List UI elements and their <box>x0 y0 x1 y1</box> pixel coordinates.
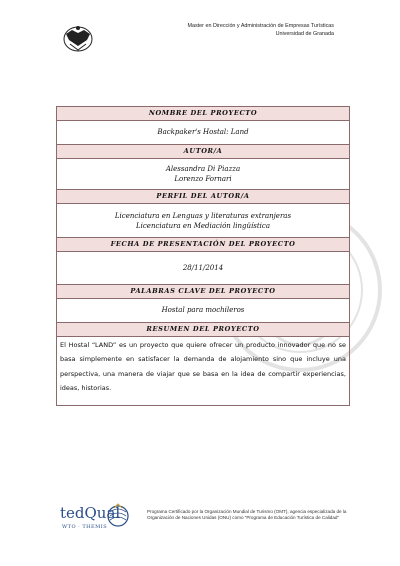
certification-note: Programa Certificado por la Organización Mundial de Turismo (OMT), agencia especializada de la Organización de Naciones Unidas (ONU) como “Programa de Educación Turística de Calidad” <box>147 509 347 521</box>
author-2: Lorenzo Fornari <box>174 175 232 183</box>
header-line-2: Universidad de Granada <box>275 31 334 37</box>
author-profile-label: PERFIL DEL AUTOR/A <box>57 189 349 203</box>
summary-text: El Hostal “LAND” es un proyecto que quiere ofrecer un producto innovador que no se basa simplemente en satisfacer la demanda de alojamiento sino que incluye una perspectiva, una manera de viajar que se basa en la idea de compartir experiencias, ideas, historias. <box>57 336 349 405</box>
profile-2: Licenciatura en Mediación lingüística <box>136 221 270 230</box>
tedqual-logo-subtitle: WTO · THEMIS <box>62 524 108 530</box>
keywords-label: PALABRAS CLAVE DEL PROYECTO <box>57 284 349 298</box>
keywords-value: Hostal para mochileros <box>57 298 349 322</box>
author-profile-value <box>57 203 349 237</box>
author-1: Alessandra Di Piazza <box>165 165 241 173</box>
university-seal-icon <box>60 24 96 52</box>
header-institution <box>188 22 335 38</box>
project-info-table <box>56 106 350 406</box>
presentation-date-label: FECHA DE PRESENTACIÓN DEL PROYECTO <box>57 237 349 251</box>
authors-label: AUTOR/A <box>57 144 349 158</box>
summary-label: RESUMEN DEL PROYECTO <box>57 322 349 336</box>
tedqual-logo-text: tedQual <box>60 504 121 522</box>
project-name-label: NOMBRE DEL PROYECTO <box>57 107 349 120</box>
authors-value <box>57 158 349 189</box>
project-name-value: Backpaker's Hostal: Land <box>57 120 349 144</box>
presentation-date-value: 28/11/2014 <box>57 251 349 284</box>
header-line-1: Master en Dirección y Administración de Empresas Turísticas <box>187 23 334 29</box>
profile-1: Licenciatura en Lenguas y literaturas extranjeras <box>114 211 292 220</box>
